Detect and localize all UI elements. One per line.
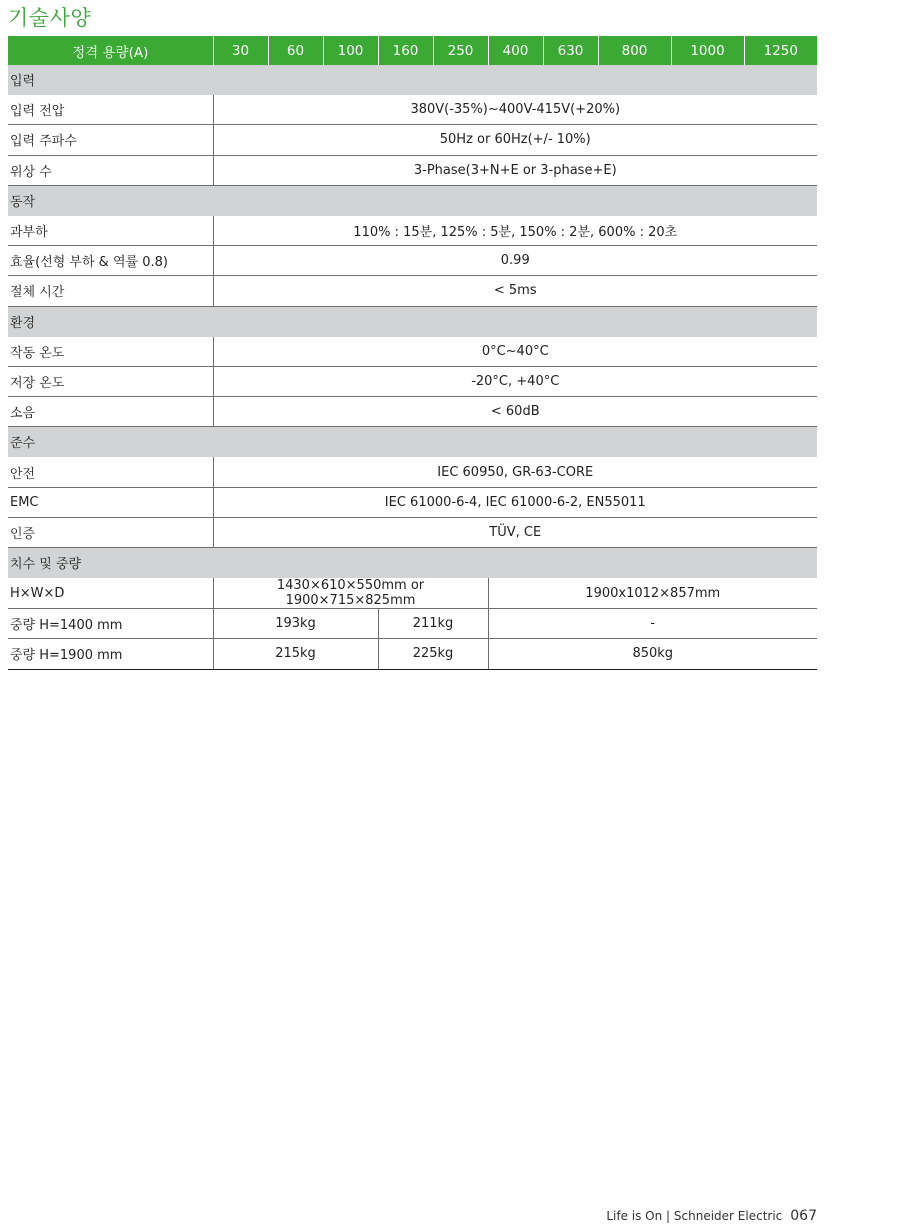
row-value-c: 850kg [488,639,817,669]
rating-30: 30 [213,36,268,65]
page-number: 067 [790,1208,817,1224]
table-row [8,397,817,427]
rating-630: 630 [543,36,598,65]
row-value: IEC 61000-6-4, IEC 61000-6-2, EN55011 [213,487,817,517]
row-label: 작동 온도 [8,336,213,366]
rating-header-label: 정격 용량(A) [8,36,213,65]
row-label: 과부하 [8,215,213,245]
rating-160: 160 [378,36,433,65]
rating-400: 400 [488,36,543,65]
rating-1000: 1000 [671,36,744,65]
row-value: TÜV, CE [213,517,817,547]
rating-100: 100 [323,36,378,65]
section-compliance [8,427,817,457]
rating-1250: 1250 [744,36,817,65]
row-label: 효율(선형 부하 & 역률 0.8) [8,246,213,276]
row-value: 3-Phase(3+N+E or 3-phase+E) [213,155,817,185]
section-operation [8,185,817,215]
table-row [8,155,817,185]
row-label: 위상 수 [8,155,213,185]
row-label: EMC [8,487,213,517]
table-row [8,276,817,306]
row-value: < 60dB [213,397,817,427]
row-label: 안전 [8,457,213,487]
table-row [8,487,817,517]
table-row [8,215,817,245]
section-title: 준수 [8,427,817,457]
row-value: 0.99 [213,246,817,276]
table-row [8,95,817,125]
row-value: 380V(-35%)~400V-415V(+20%) [213,95,817,125]
section-environment [8,306,817,336]
section-input [8,65,817,95]
row-value-b: 211kg [378,609,488,639]
row-value-c: - [488,609,817,639]
row-value: 110% : 15분, 125% : 5분, 150% : 2분, 600% : 20초 [213,215,817,245]
table-row [8,336,817,366]
row-label: 인증 [8,517,213,547]
section-title: 치수 및 중량 [8,548,817,578]
table-row [8,517,817,547]
row-label: 중량 H=1400 mm [8,609,213,639]
row-value-large-frame: 1900x1012×857mm [488,578,817,609]
row-value: < 5ms [213,276,817,306]
row-value: 50Hz or 60Hz(+/- 10%) [213,125,817,155]
row-value-small-frame: 1430×610×550mm or 1900×715×825mm [213,578,488,609]
row-value-a: 193kg [213,609,378,639]
table-row [8,578,817,609]
page-title: 기술사양 [8,6,92,30]
section-dimensions [8,548,817,578]
row-label: 입력 전압 [8,95,213,125]
table-row [8,246,817,276]
page-footer [606,1208,817,1224]
table-row [8,609,817,639]
row-label: 저장 온도 [8,366,213,396]
table-row [8,366,817,396]
row-label: H×W×D [8,578,213,609]
rating-250: 250 [433,36,488,65]
row-value-a: 215kg [213,639,378,669]
table-row [8,639,817,669]
footer-brand: Life is On | Schneider Electric [606,1209,783,1223]
row-label: 중량 H=1900 mm [8,639,213,669]
row-label: 소음 [8,397,213,427]
row-value: 0°C~40°C [213,336,817,366]
row-value-b: 225kg [378,639,488,669]
spec-table [8,36,817,670]
section-title: 입력 [8,65,817,95]
section-title: 동작 [8,185,817,215]
table-row [8,125,817,155]
table-row [8,457,817,487]
section-title: 환경 [8,306,817,336]
row-label: 입력 주파수 [8,125,213,155]
row-value: IEC 60950, GR-63-CORE [213,457,817,487]
rating-60: 60 [268,36,323,65]
header-row [8,36,817,65]
row-value: -20°C, +40°C [213,366,817,396]
rating-800: 800 [598,36,671,65]
row-label: 절체 시간 [8,276,213,306]
